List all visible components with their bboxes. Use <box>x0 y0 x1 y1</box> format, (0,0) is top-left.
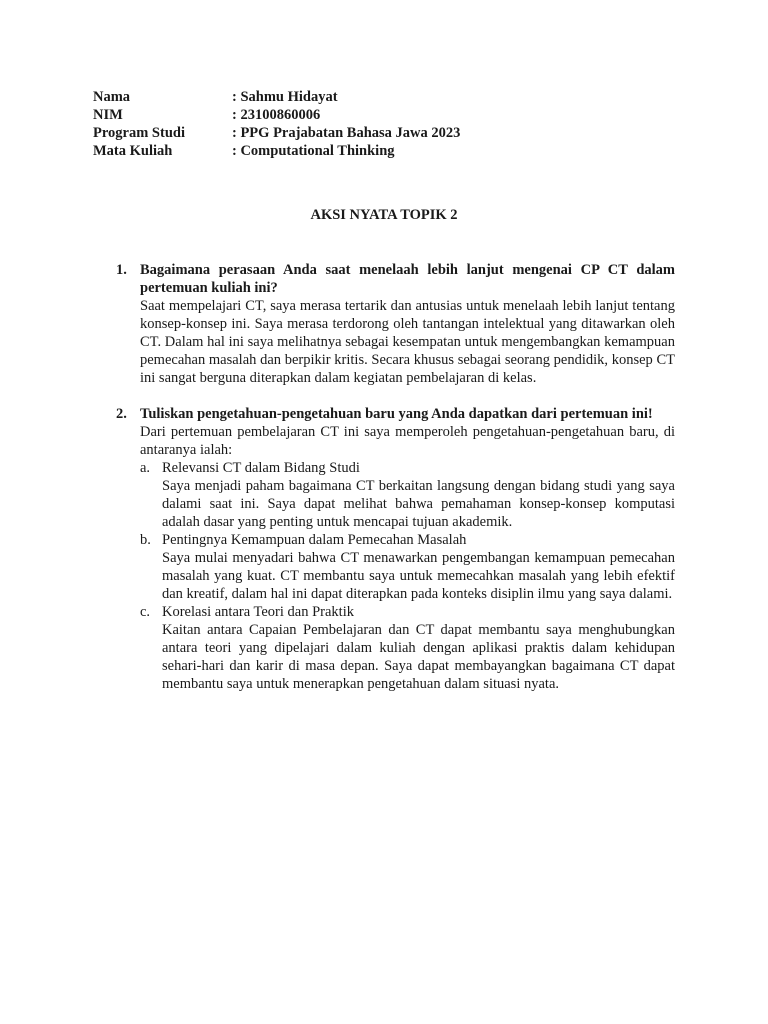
identity-value: : PPG Prajabatan Bahasa Jawa 2023 <box>232 125 461 141</box>
question-number: 2. <box>116 406 127 422</box>
subitem-a <box>140 459 675 531</box>
subitem-list <box>140 459 675 693</box>
identity-label: Program Studi <box>93 125 185 141</box>
identity-row-nim <box>93 106 675 124</box>
question-item <box>93 405 675 693</box>
subitem-label: c. <box>140 604 151 620</box>
subitem-c <box>140 603 675 693</box>
identity-row-mata-kuliah <box>93 142 675 160</box>
identity-value: : Sahmu Hidayat <box>232 89 338 105</box>
subitem-text: Saya mulai menyadari bahwa CT menawarkan pengembangan kemampuan pemecahan masalah yang kuat. CT membantu saya untuk memecahkan masalah yang lebih efektif dan kreatif, dalam hal ini dapat diterapkan pada konteks disiplin ilmu yang saya dalami. <box>162 550 675 602</box>
subitem-label: a. <box>140 460 151 476</box>
subitem-label: b. <box>140 532 151 548</box>
identity-block <box>93 88 675 160</box>
answer-intro: Dari pertemuan pembelajaran CT ini saya memperoleh pengetahuan-pengetahuan baru, di antaranya ialah: <box>140 424 675 458</box>
subitem-b <box>140 531 675 603</box>
identity-value: : 23100860006 <box>232 107 321 123</box>
question-text: Tuliskan pengetahuan-pengetahuan baru yang Anda dapatkan dari pertemuan ini! <box>140 406 653 422</box>
question-item <box>93 261 675 387</box>
identity-label: NIM <box>93 107 123 123</box>
identity-row-program-studi <box>93 124 675 142</box>
subitem-title: Korelasi antara Teori dan Praktik <box>162 604 354 620</box>
subitem-title: Pentingnya Kemampuan dalam Pemecahan Masalah <box>162 532 467 548</box>
subitem-text: Saya menjadi paham bagaimana CT berkaitan langsung dengan bidang studi yang saya dalami saat ini. Saya dapat melihat bahwa pemahaman konsep-konsep komputasi adalah dasar yang penting untuk mencapai tujuan akademik. <box>162 478 675 530</box>
identity-label: Nama <box>93 89 131 105</box>
answer-text: Saat mempelajari CT, saya merasa tertarik dan antusias untuk menelaah lebih lanjut tentang konsep-konsep ini. Saya merasa terdorong oleh tantangan intelektual yang ditawarkan oleh CT. Dalam hal ini saya melihatnya sebagai kesempatan untuk mengembangkan kemampuan pemecahan masalah dan berpikir kritis. Secara khusus sebagai seorang pendidik, konsep CT ini sangat berguna diterapkan dalam kegiatan pembelajaran di kelas. <box>140 298 675 386</box>
subitem-text: Kaitan antara Capaian Pembelajaran dan CT dapat membantu saya menghubungkan antara teori yang dipelajari dalam kuliah dengan aplikasi praktis dalam kehidupan sehari-hari dan karir di masa depan. Saya dapat membayangkan bagaimana CT dapat membantu saya untuk menerapkan pengetahuan dalam situasi nyata. <box>162 622 675 692</box>
question-list <box>93 261 675 693</box>
subitem-title: Relevansi CT dalam Bidang Studi <box>162 460 360 476</box>
identity-label: Mata Kuliah <box>93 143 173 159</box>
question-number: 1. <box>116 262 127 278</box>
question-text: Bagaimana perasaan Anda saat menelaah lebih lanjut mengenai CP CT dalam pertemuan kuliah ini? <box>140 262 675 296</box>
identity-row-nama <box>93 88 675 106</box>
identity-value: : Computational Thinking <box>232 143 395 159</box>
document-title: AKSI NYATA TOPIK 2 <box>310 207 458 223</box>
